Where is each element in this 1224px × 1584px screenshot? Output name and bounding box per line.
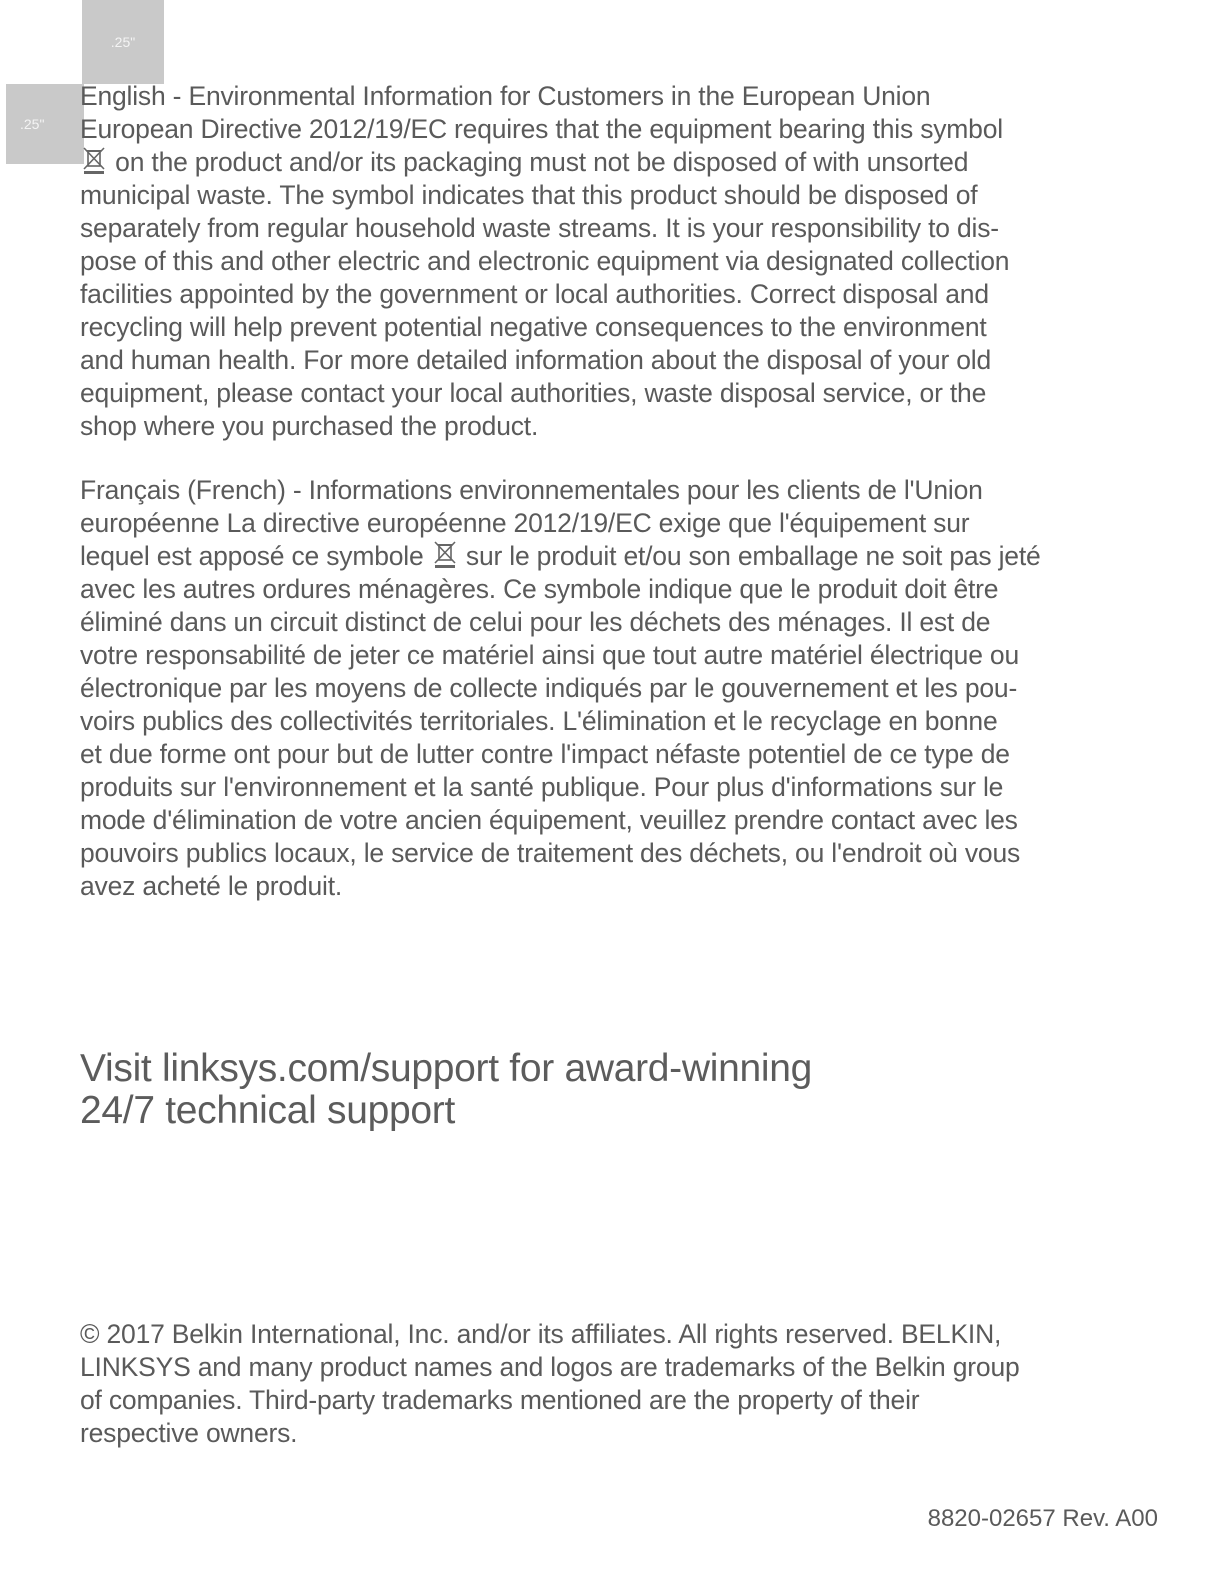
text-line: shop where you purchased the product. xyxy=(80,411,539,441)
text-line: et due forme ont pour but de lutter contre l'impact néfaste potentiel de ce type de xyxy=(80,739,1010,769)
text-line xyxy=(80,146,1160,179)
crossed-out-wheelie-bin-icon xyxy=(431,541,459,569)
copyright-notice xyxy=(80,1318,1160,1450)
text-line: pouvoirs publics locaux, le service de traitement des déchets, ou l'endroit où vous xyxy=(80,838,1021,868)
margin-marker-top-label: .25" xyxy=(110,34,136,50)
english-environmental-section xyxy=(80,80,1160,443)
text-line: avez acheté le produit. xyxy=(80,871,343,901)
text-line: © 2017 Belkin International, Inc. and/or its affiliates. All rights reserved. BELKIN, xyxy=(80,1319,1002,1349)
text-fragment: on the product and/or its packaging must not be disposed of with unsorted xyxy=(115,147,969,177)
text-line: éliminé dans un circuit distinct de celui pour les déchets des ménages. Il est de xyxy=(80,607,991,637)
text-line: LINKSYS and many product names and logos are trademarks of the Belkin group xyxy=(80,1352,1020,1382)
crossed-out-wheelie-bin-icon xyxy=(80,147,108,175)
text-line: européenne La directive européenne 2012/19/EC exige que l'équipement sur xyxy=(80,508,970,538)
part-number: 8820-02657 Rev. A00 xyxy=(927,1505,1158,1532)
english-heading: English - Environmental Information for Customers in the European Union xyxy=(80,81,931,111)
text-line: produits sur l'environnement et la santé publique. Pour plus d'informations sur le xyxy=(80,772,1004,802)
support-line-1: Visit linksys.com/support for award-winning xyxy=(80,1047,813,1090)
text-line: and human health. For more detailed information about the disposal of your old xyxy=(80,345,991,375)
margin-marker-top xyxy=(82,0,164,84)
text-line: mode d'élimination de votre ancien équipement, veuillez prendre contact avec les xyxy=(80,805,1018,835)
text-fragment: sur le produit et/ou son emballage ne soit pas jeté xyxy=(465,541,1041,571)
text-fragment: lequel est apposé ce symbole xyxy=(80,541,424,571)
text-line: respective owners. xyxy=(80,1418,298,1448)
text-line: votre responsabilité de jeter ce matériel ainsi que tout autre matériel électrique ou xyxy=(80,640,1019,670)
support-callout xyxy=(80,1048,812,1132)
french-environmental-section xyxy=(80,474,1160,903)
text-line: voirs publics des collectivités territoriales. L'élimination et le recyclage en bonne xyxy=(80,706,998,736)
margin-marker-left xyxy=(6,84,84,164)
margin-marker-left-label: .25" xyxy=(20,116,45,132)
french-heading: Français (French) - Informations environnementales pour les clients de l'Union xyxy=(80,475,983,505)
text-line: municipal waste. The symbol indicates that this product should be disposed of xyxy=(80,180,978,210)
text-line: avec les autres ordures ménagères. Ce symbole indique que le produit doit être xyxy=(80,574,999,604)
text-line: equipment, please contact your local authorities, waste disposal service, or the xyxy=(80,378,987,408)
text-line: facilities appointed by the government or local authorities. Correct disposal and xyxy=(80,279,989,309)
text-line xyxy=(80,540,1160,573)
text-line: European Directive 2012/19/EC requires that the equipment bearing this symbol xyxy=(80,114,1003,144)
text-line: électronique par les moyens de collecte indiqués par le gouvernement et les pou- xyxy=(80,673,1018,703)
support-line-2: 24/7 technical support xyxy=(80,1089,455,1132)
text-line: of companies. Third-party trademarks mentioned are the property of their xyxy=(80,1385,920,1415)
text-line: recycling will help prevent potential negative consequences to the environment xyxy=(80,312,987,342)
text-line: separately from regular household waste streams. It is your responsibility to dis- xyxy=(80,213,999,243)
text-line: pose of this and other electric and electronic equipment via designated collection xyxy=(80,246,1010,276)
